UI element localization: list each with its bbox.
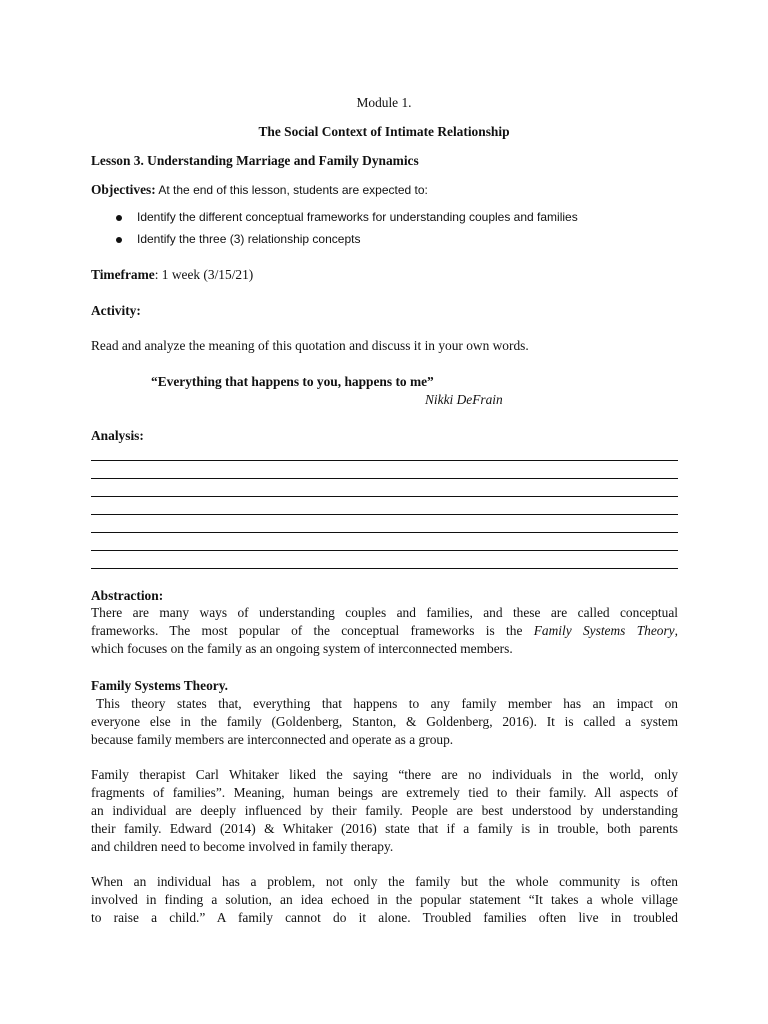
fst-p3-line: involved in finding a solution, an idea echoed in the popular statement “It takes a whole village	[91, 892, 678, 907]
objectives-label: Objectives:	[91, 182, 156, 197]
fst-p2-line: an individual are deeply influenced by their family. People are best understood by understanding	[91, 803, 678, 818]
abstraction-line: frameworks. The most popular of the conceptual frameworks is the Family Systems Theory,	[91, 623, 678, 638]
fst-p2-line: and children need to become involved in family therapy.	[91, 839, 394, 854]
lesson-heading	[91, 153, 419, 169]
abstraction-label: Abstraction:	[91, 588, 164, 603]
bullet-icon	[116, 237, 122, 243]
answer-line	[91, 478, 678, 479]
fst-p1-line: because family members are interconnected and operate as a group.	[91, 732, 454, 747]
fst-p3-line: to raise a child.” A family cannot do it alone. Troubled families often live in troubled	[91, 910, 678, 925]
module-label: Module 1.	[356, 95, 412, 110]
analysis-label: Analysis:	[91, 428, 144, 443]
fst-p3-line: When an individual has a problem, not only the family but the whole community is often	[91, 874, 678, 889]
lesson-label: Lesson 3	[91, 153, 141, 168]
fst-p2-line: their family. Edward (2014) & Whitaker (2016) state that if a family is in trouble, both parents	[91, 821, 678, 836]
objective-item: Identify the three (3) relationship concepts	[137, 232, 361, 246]
answer-line	[91, 568, 678, 569]
abstraction-line: There are many ways of understanding couples and families, and these are called conceptual	[91, 605, 678, 620]
timeframe-label: Timeframe	[91, 267, 155, 282]
answer-line	[91, 550, 678, 551]
fst-p2-line: fragments of families”. Meaning, human beings are extremely tied to their family. All aspects of	[91, 785, 678, 800]
quote-author: Nikki DeFrain	[425, 392, 503, 407]
abstraction-line: which focuses on the family as an ongoing system of interconnected members.	[91, 641, 513, 656]
activity-label: Activity:	[91, 303, 141, 318]
module-title: The Social Context of Intimate Relationship	[258, 124, 510, 139]
fst-p1-line: This theory states that, everything that happens to any family member has an impact on	[96, 696, 678, 711]
objectives-line	[91, 182, 428, 198]
family-systems-theory-emphasis: Family Systems Theory	[533, 623, 675, 638]
fst-p1-line: everyone else in the family (Goldenberg, Stanton, & Goldenberg, 2016). It is called a system	[91, 714, 678, 729]
fst-p2-line: Family therapist Carl Whitaker liked the saying “there are no individuals in the world, only	[91, 767, 678, 782]
answer-line	[91, 460, 678, 461]
answer-line	[91, 532, 678, 533]
objectives-intro: At the end of this lesson, students are expected to:	[155, 183, 428, 197]
timeframe-line	[91, 267, 253, 283]
activity-instruction: Read and analyze the meaning of this quotation and discuss it in your own words.	[91, 338, 529, 353]
bullet-icon	[116, 215, 122, 221]
objective-item: Identify the different conceptual frameworks for understanding couples and families	[137, 210, 578, 224]
fst-heading: Family Systems Theory.	[91, 678, 229, 693]
answer-line	[91, 514, 678, 515]
lesson-title: . Understanding Marriage and Family Dynamics	[140, 153, 419, 168]
answer-line	[91, 496, 678, 497]
quote-text: “Everything that happens to you, happens to me”	[151, 374, 434, 389]
timeframe-value: : 1 week (3/15/21)	[154, 267, 254, 282]
